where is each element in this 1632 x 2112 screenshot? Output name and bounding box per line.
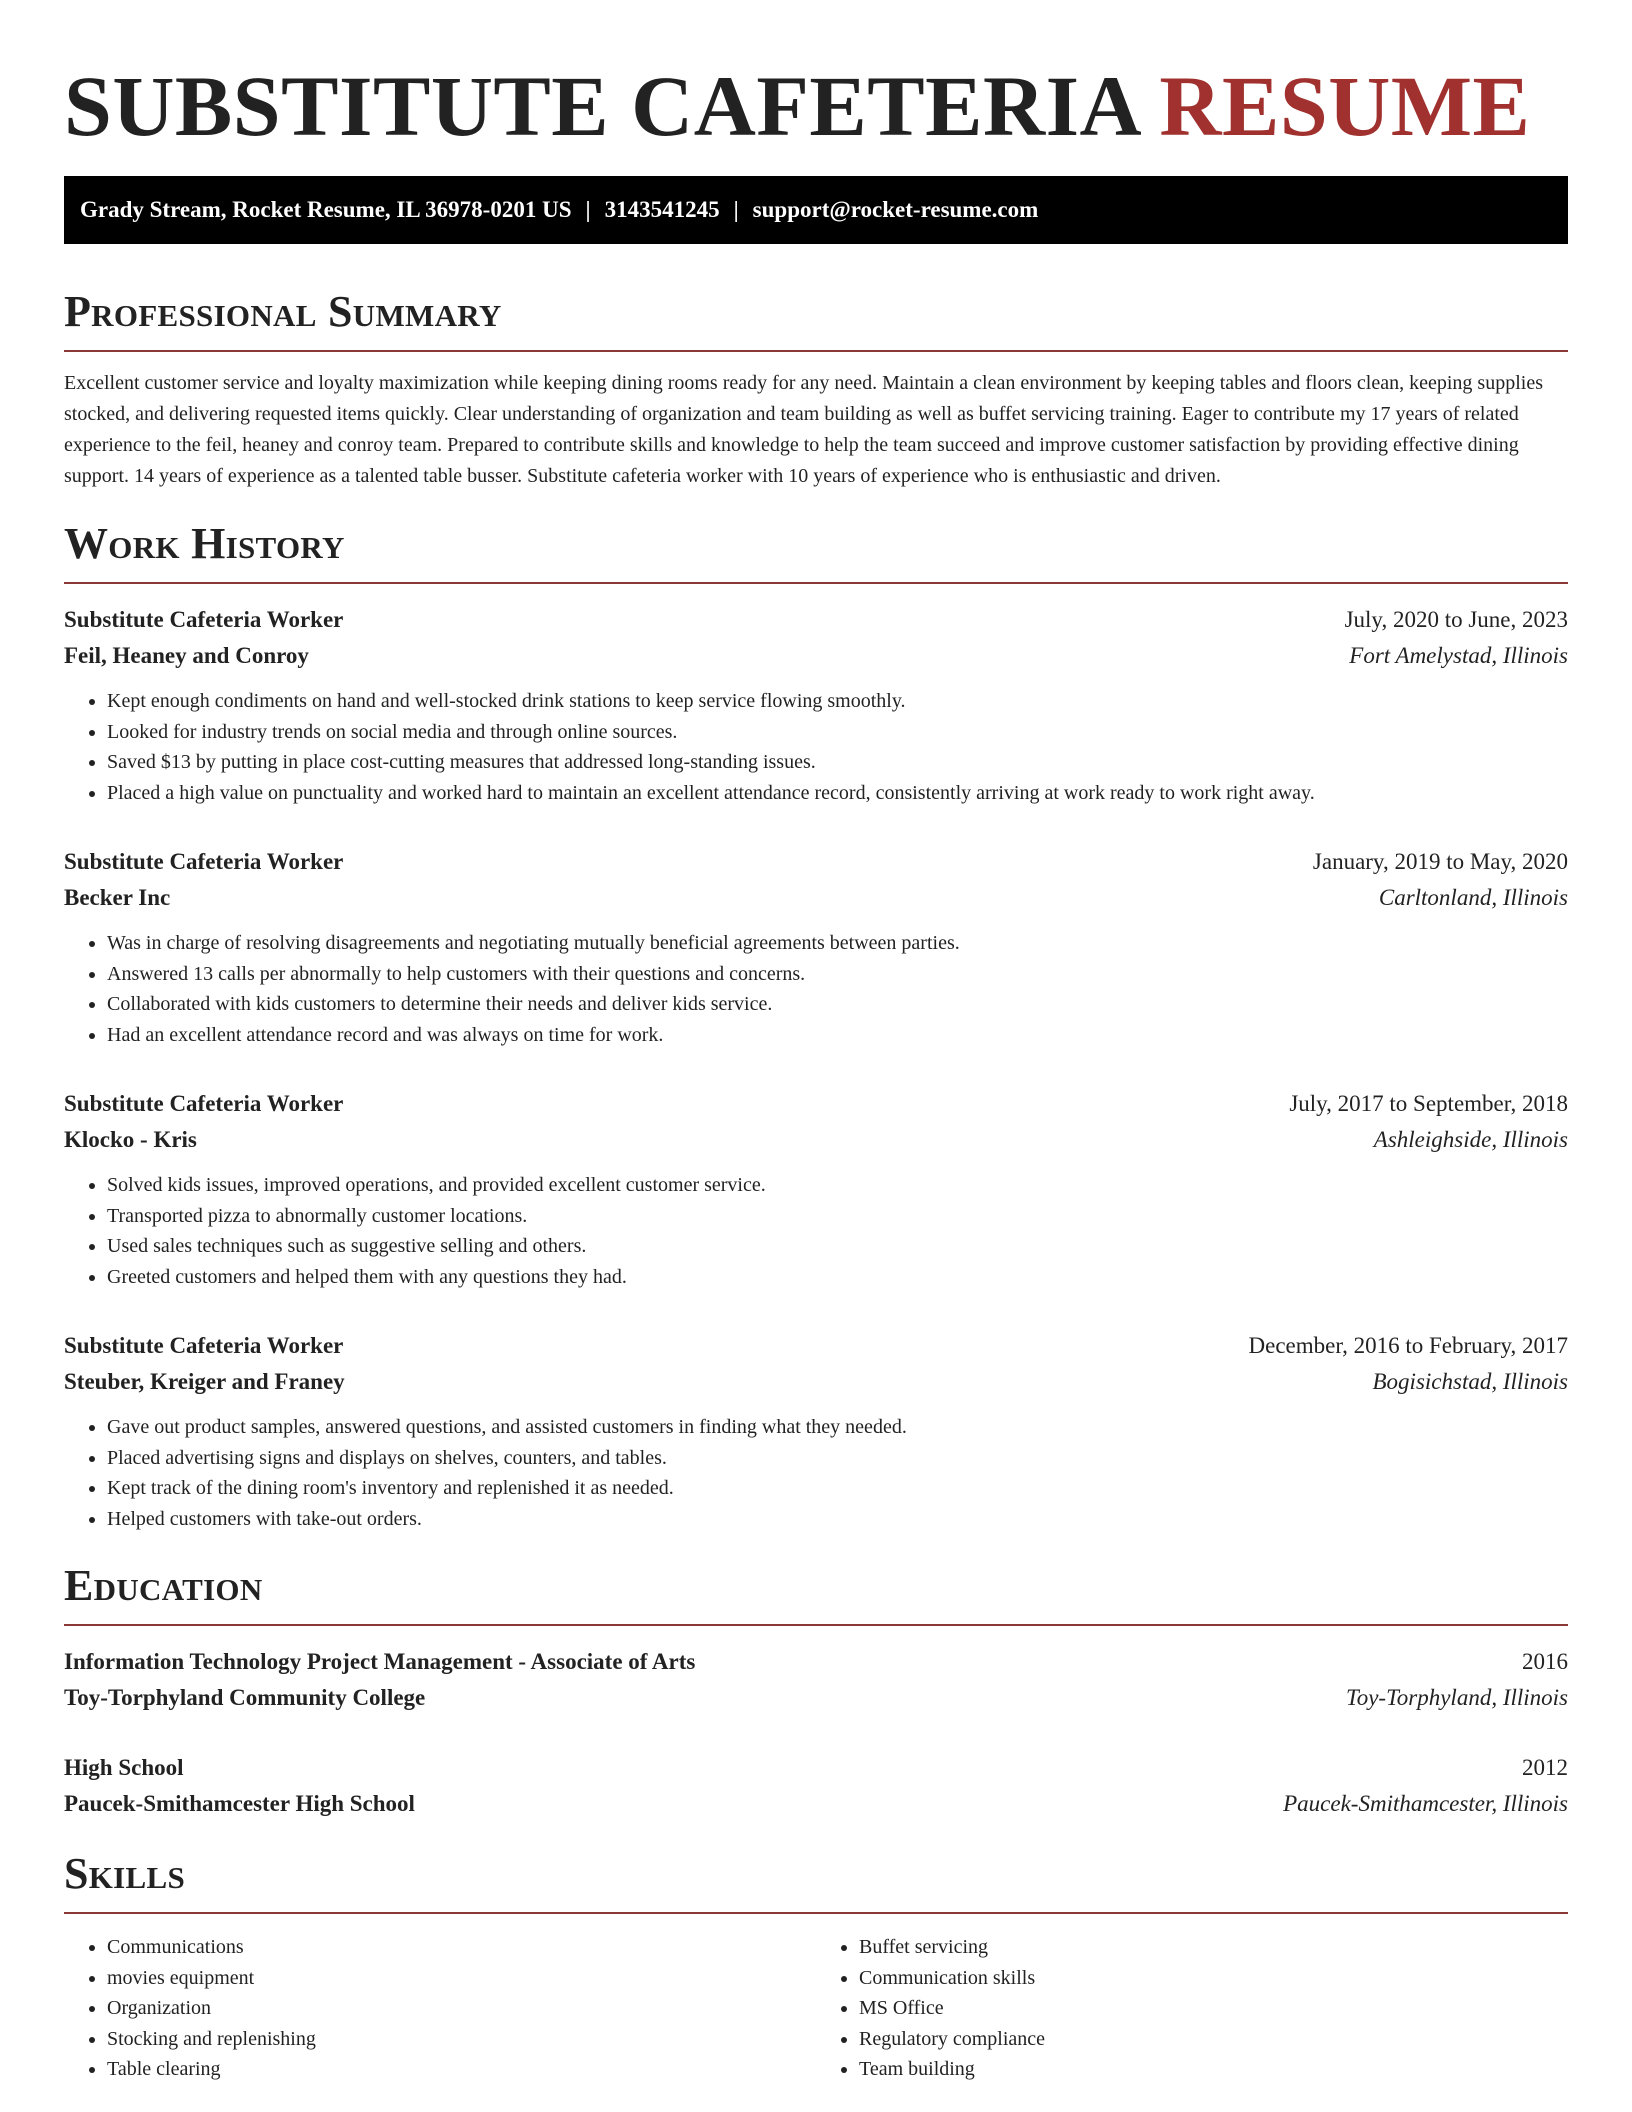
education-degree: High School (64, 1755, 184, 1780)
job-title: Substitute Cafeteria Worker (64, 607, 344, 632)
skills-column-right (816, 1932, 1568, 2085)
job-bullet: • Answered 13 calls per abnormally to help customers with their questions and concerns. (107, 959, 1568, 990)
section-divider (64, 1624, 1568, 1626)
contact-separator: | (585, 197, 591, 222)
contact-email: support@rocket-resume.com (752, 197, 1039, 222)
skill-item: • MS Office (859, 1993, 1568, 2024)
skill-item: • Team building (859, 2054, 1568, 2085)
education-school: Toy-Torphyland Community College (64, 1685, 426, 1710)
job-location: Carltonland, Illinois (1378, 885, 1568, 910)
education-entry (64, 1644, 1568, 1716)
education-degree: Information Technology Project Management - Associate of Arts (64, 1649, 696, 1674)
job-bullet: • Gave out product samples, answered questions, and assisted customers in finding what they needed. (107, 1412, 1568, 1443)
job-bullet: • Solved kids issues, improved operations, and provided excellent customer service. (107, 1170, 1568, 1201)
job-bullets (64, 1412, 1568, 1534)
job-location: Ashleighside, Illinois (1373, 1127, 1568, 1152)
resume-title (64, 0, 1568, 156)
section-title-summary: Professional Summary (64, 287, 502, 336)
skill-item: • Communications (107, 1932, 816, 1963)
education-year: 2016 (1522, 1649, 1568, 1674)
section-title-skills: Skills (64, 1849, 186, 1898)
job-bullet: • Greeted customers and helped them with any questions they had. (107, 1262, 1568, 1293)
job-entry (64, 844, 1568, 1050)
job-bullet: • Kept track of the dining room's inventory and replenished it as needed. (107, 1473, 1568, 1504)
job-title: Substitute Cafeteria Worker (64, 1333, 344, 1358)
summary-section (64, 286, 1568, 492)
job-company: Becker Inc (64, 885, 171, 910)
job-location: Bogisichstad, Illinois (1372, 1369, 1568, 1394)
contact-separator: | (733, 197, 739, 222)
job-bullet: • Placed advertising signs and displays on shelves, counters, and tables. (107, 1443, 1568, 1474)
job-bullet: • Transported pizza to abnormally customer locations. (107, 1201, 1568, 1232)
section-title-work-history: Work History (64, 519, 345, 568)
job-bullets (64, 686, 1568, 808)
job-bullet: • Helped customers with take-out orders. (107, 1504, 1568, 1535)
education-location: Toy-Torphyland, Illinois (1346, 1685, 1568, 1710)
work-history-section (64, 518, 1568, 1534)
job-entry (64, 602, 1568, 808)
skill-item: • movies equipment (107, 1963, 816, 1994)
title-accent: RESUME (1159, 58, 1531, 154)
job-dates: December, 2016 to February, 2017 (1248, 1333, 1568, 1358)
job-company: Klocko - Kris (64, 1127, 197, 1152)
section-title-education: Education (64, 1561, 263, 1610)
education-entry (64, 1750, 1568, 1822)
skill-item: • Table clearing (107, 2054, 816, 2085)
education-location: Paucek-Smithamcester, Illinois (1283, 1791, 1568, 1816)
job-company: Feil, Heaney and Conroy (64, 643, 309, 668)
job-title: Substitute Cafeteria Worker (64, 1091, 344, 1116)
contact-bar (64, 176, 1568, 244)
section-divider (64, 1912, 1568, 1914)
contact-address: Grady Stream, Rocket Resume, IL 36978-0201 US (80, 197, 572, 222)
job-bullet: • Used sales techniques such as suggestive selling and others. (107, 1231, 1568, 1262)
job-location: Fort Amelystad, Illinois (1349, 643, 1568, 668)
skill-item: • Stocking and replenishing (107, 2024, 816, 2055)
job-dates: July, 2017 to September, 2018 (1289, 1091, 1568, 1116)
title-main: SUBSTITUTE CAFETERIA (64, 58, 1138, 154)
education-year: 2012 (1522, 1755, 1568, 1780)
education-section (64, 1560, 1568, 1822)
job-entry (64, 1086, 1568, 1292)
job-bullet: • Kept enough condiments on hand and well-stocked drink stations to keep service flowing smoothly. (107, 686, 1568, 717)
job-bullet: • Saved $13 by putting in place cost-cutting measures that addressed long-standing issues. (107, 747, 1568, 778)
section-divider (64, 582, 1568, 584)
job-dates: January, 2019 to May, 2020 (1312, 849, 1568, 874)
job-company: Steuber, Kreiger and Franey (64, 1369, 345, 1394)
education-school: Paucek-Smithamcester High School (64, 1791, 415, 1816)
job-bullet: • Looked for industry trends on social media and through online sources. (107, 717, 1568, 748)
section-divider (64, 350, 1568, 352)
skills-column-left (64, 1932, 816, 2085)
contact-phone: 3143541245 (604, 197, 720, 222)
job-bullet: • Was in charge of resolving disagreements and negotiating mutually beneficial agreements between parties. (107, 928, 1568, 959)
job-bullets (64, 1170, 1568, 1292)
job-bullet: • Collaborated with kids customers to determine their needs and deliver kids service. (107, 989, 1568, 1020)
skill-item: • Communication skills (859, 1963, 1568, 1994)
job-bullets (64, 928, 1568, 1050)
job-entry (64, 1328, 1568, 1534)
job-title: Substitute Cafeteria Worker (64, 849, 344, 874)
job-bullet: • Placed a high value on punctuality and worked hard to maintain an excellent attendance record, consistently arriving at work ready to work right away. (107, 778, 1568, 809)
job-bullet: • Had an excellent attendance record and was always on time for work. (107, 1020, 1568, 1051)
skills-section (64, 1848, 1568, 2085)
skill-item: • Regulatory compliance (859, 2024, 1568, 2055)
summary-text: Excellent customer service and loyalty maximization while keeping dining rooms ready for any need. Maintain a clean environment by keeping tables and floors clean, keeping supplies stocked, and delivering requested items quickly. Clear understanding of organization and team building as well as buffet servicing training. Eager to contribute my 17 years of related experience to the feil, heaney and conroy team. Prepared to contribute skills and knowledge to help the team succeed and improve customer satisfaction by providing effective dining support. 14 years of experience as a talented table busser. Substitute cafeteria worker with 10 years of experience who is enthusiastic and driven. (64, 372, 1543, 487)
skill-item: • Buffet servicing (859, 1932, 1568, 1963)
skills-list (64, 1932, 1568, 2085)
skill-item: • Organization (107, 1993, 816, 2024)
job-dates: July, 2020 to June, 2023 (1344, 607, 1568, 632)
